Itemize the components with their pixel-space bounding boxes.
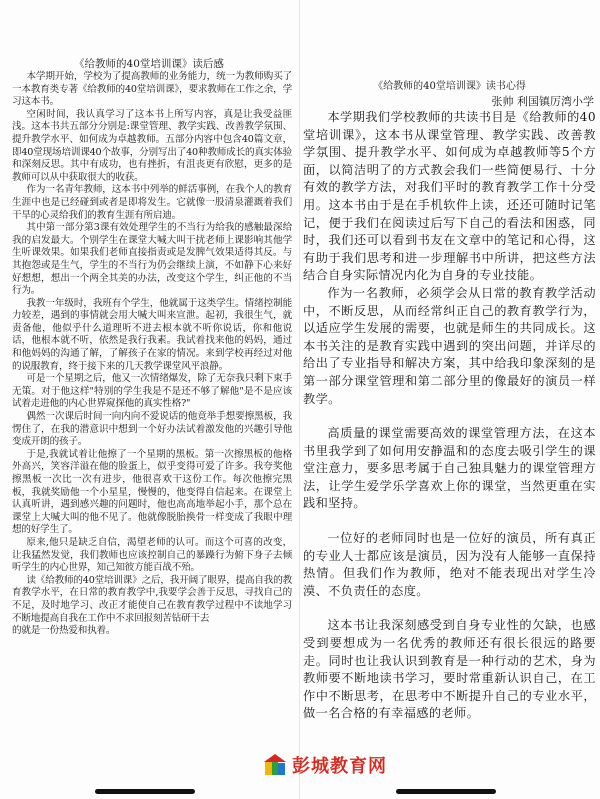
left-document-page [0,55,298,785]
left-paragraph: 作为一名青年教师，这本书中列举的鲜活事例，在我个人的教育生涯中也是已经碰到或者是即将发生。它就像一股清泉灌溉着我们干旱的心灵给我们的教育生涯有所启迪。 [12,184,292,221]
paragraph-gap [303,513,596,530]
right-document-page [303,80,596,720]
left-paragraph: 我教一年级时，我班有个学生，他就属于这类学生。情绪控制能力较差，遇到的事情就会用大喊大叫来宣泄。起初，我很生气，就责备他，他似乎什么道理听不进去根本就不听你说话，你和他说话，他根本就不听，依然是我行我素。我试着找来他的妈妈，通过和他妈妈的沟通了解，了解孩子在家的情况。来到学校再经过对他的说服教育，终于接下来的几天教学课堂风平浪静。 [12,297,292,372]
right-page-title: 《给教师的40堂培训课》读书心得 [373,81,526,92]
left-paragraph: 其中第一部分第3课有效处理学生的不当行为给我的感触最深给我的启发最大。个别学生在课堂大喊大叫干扰老师上课影响其他学生听课效果。如果我们老师直接指责或是发脾气效果适得其反。与其抱怨或是生气，学生的不当行为仍会继续上演，不如静下心来好好想想，想出一个两全其美的办法，改变这个学生，纠正他的不当行为。 [12,222,292,297]
site-watermark [262,750,387,780]
left-paragraph: 可是一个星期之后，他又一次情绪爆发，除了无奈我只剩下束手无策。对于他这样"特别的学生我是不是还不够了解他"是不是应该试着走进他的内心世界窥探他的真实性格?" [12,373,292,410]
paragraph-gap [303,408,596,425]
left-paragraph: 空闲时间，我认真学习了这本书上所写内容，真是让我受益匪浅。这本书共五部分分别是:课堂管理、教学实践、改善教学氛围、提升教学水平、如何成为卓越教师。五部分内容中包含40篇文章，即40堂现场培训课40个故事，分别写出了40种教师成长的真实体验和深刻反思。其中有成功，也有挫折，有沮丧更有欣慰，更多的是教师可以从中获取很大的收获。 [12,108,292,183]
watermark-logo-icon [262,752,288,778]
left-paragraph: 本学期开始，学校为了提高教师的业务能力，统一为教师购买了一本教育类专著《给教师的40堂培训课》，要求教师在工作之余，学习这本书。 [12,71,292,108]
left-paragraph: 于是,我就试着让他擦了一个星期的黑板。第一次擦黑板的他格外高兴，笑容洋溢在他的脸蛋上，似乎变得可爱了许多。我夸奖他擦黑板一次比一次有进步，他很喜欢干这份工作。每次他擦完黑板，我就奖励他一个小星星，慢慢的，他变得自信起来。在课堂上认真听讲，遇到感兴趣的问题时，他也高高地举起小手，那个总在课堂上大喊大叫的他不见了。他就像脱胎换骨一样变成了我眼中理想的好学生了。 [12,448,292,536]
right-paragraph: 作为一名教师，必须学会从日常的教育教学活动中，不断反思，从而经常纠正自己的教育教学行为，以适应学生发展的需要，也就是师生的共同成长。这本书关注的是教育实践中遇到的突出问题，并详尽的给出了专业指导和解决方案，其中给我印象深刻的是第一部分课堂管理和第二部分里的像最好的演员一样教学。 [303,285,596,406]
author-line: 张帅 利国镇厉湾小学 [491,95,594,108]
left-paragraph-tail: 的就是一份热爱和执着。 [12,625,116,637]
right-paragraph: 这本书让我深刻感受到自身专业性的欠缺，也感受到要想成为一名优秀的教师还有很长很远的路要走。同时也让我认识到教育是一种行动的艺术，身为教师要不断地读书学习，要时常重新认识自己，在工作中不断思考，在思考中不断提升自己的专业水平，做一名合格的有幸福感的老师。 [303,618,596,720]
left-paragraph: 偶然一次课后时间一向内向不爱说话的他竟举手想要擦黑板，我愣住了，在我的潜意识中想到一个好办法试着激发他的兴趣引导他变成开朗的孩子。 [12,411,292,448]
left-page-title: 《给教师的40堂培训课》读后感 [74,58,224,70]
paragraph-gap [303,600,596,617]
left-paragraph: 读《给教师的40堂培训课》之后，我开阔了眼界，提高自我的教育教学水平，在日常的教育教学中,我要学会善于反思，寻找自己的不足，及时地学习、改正才能使自己在教育教学过程中不读地学习不断地提高自我在工作中不求回报刻苦钻研干去 [12,574,292,624]
right-paragraph: 本学期我们学校教师的共读书目是《给教师的40堂培训课》，这本书从课堂管理、教学实践、改善教学氛围、提升教学水平、如何成为卓越教师等5个方面，以简洁明了的方式教会我们一些简便易行、十分有效的教学方法，对我们平时的教育教学工作十分受用。这本书由于是在手机软件上读，还还可随时记笔记，便于我们在阅读过后写下自己的看法和困惑，同时，我们还可以看到书友在文章中的笔记和心得，这有助于我们思考和进一步理解书中所讲，把这些方法结合自身实际情况内化为自身的专业技能。 [303,110,596,283]
right-paragraph: 一位好的老师同时也是一位好的演员，所有真正的专业人士都应该是演员，因为没有人能够一直保持热情。但我们作为教师，绝对不能表现出对学生冷漠、不负责任的态度。 [303,531,596,598]
home-indicator [95,789,195,794]
right-paragraph: 高质量的课堂需要高效的课堂管理方法，在这本书里我学到了如何用安静温和的态度去吸引学生的课堂注意力，要多思考属于自己独具魅力的课堂管理方法，让学生爱学乐学喜欢上你的课堂，当然更重在实践和坚持。 [303,426,596,511]
page-divider [299,0,300,799]
left-paragraph: 原来,他只是缺乏自信，渴望老师的认可。而这个可喜的改变，让我猛然发觉，我们教师也应该控制自己的暴躁行为俯下身子去倾听学生的内心世界，知己知彼方能百战不殆。 [12,536,292,574]
watermark-text: 彭城教育网 [292,756,387,777]
home-indicator [396,789,496,794]
